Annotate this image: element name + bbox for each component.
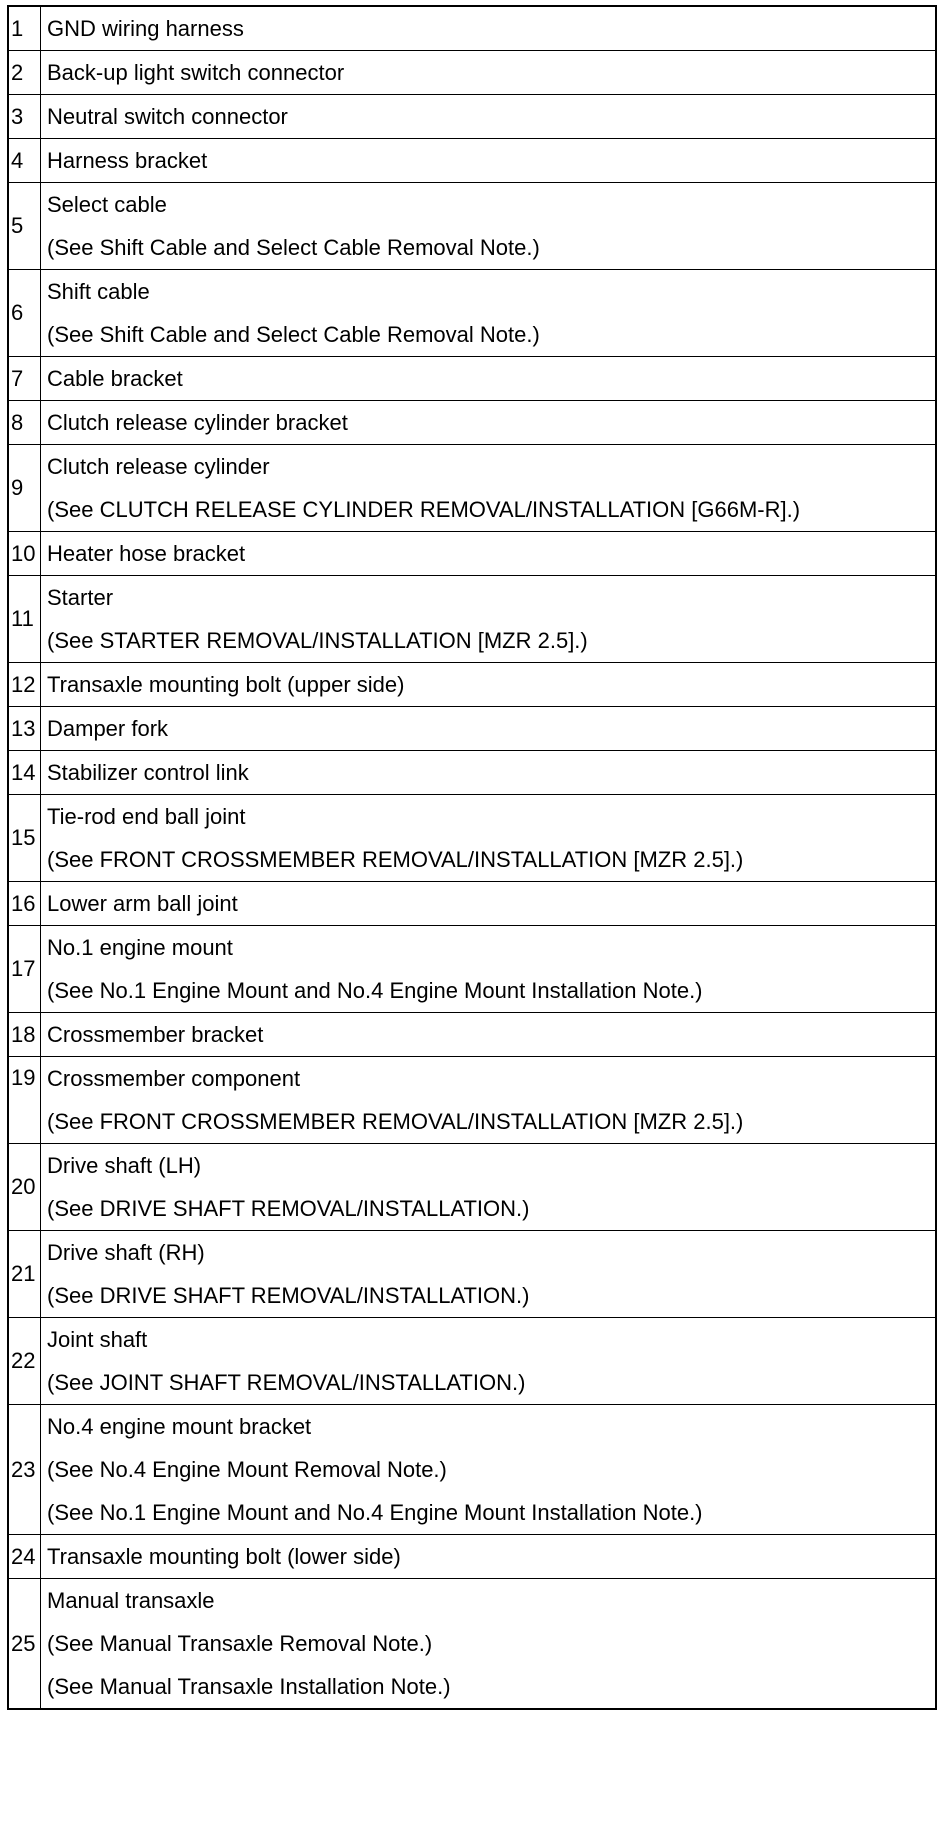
item-name: Clutch release cylinder: [47, 454, 270, 479]
item-number: 24: [8, 1535, 41, 1579]
item-reference-note: (See FRONT CROSSMEMBER REMOVAL/INSTALLATION [MZR 2.5].): [47, 1109, 744, 1134]
table-row: [8, 1579, 936, 1710]
item-number: 13: [8, 707, 41, 751]
item-number: 17: [8, 926, 41, 1013]
item-description: [41, 1318, 937, 1405]
item-name: GND wiring harness: [47, 16, 244, 41]
item-name: Transaxle mounting bolt (lower side): [47, 1544, 401, 1569]
item-name: Heater hose bracket: [47, 541, 246, 566]
item-reference-note: (See Shift Cable and Select Cable Removal Note.): [47, 322, 540, 347]
item-description: [41, 95, 937, 139]
item-number: 12: [8, 663, 41, 707]
item-name: No.4 engine mount bracket: [47, 1414, 312, 1439]
item-name: Harness bracket: [47, 148, 208, 173]
table-row: [8, 6, 936, 51]
table-row: [8, 445, 936, 532]
item-number: 10: [8, 532, 41, 576]
item-reference-note: (See No.1 Engine Mount and No.4 Engine Mount Installation Note.): [47, 978, 703, 1003]
item-number: 25: [8, 1579, 41, 1710]
table-row: [8, 926, 936, 1013]
table-row: [8, 1405, 936, 1535]
item-name: Clutch release cylinder bracket: [47, 410, 348, 435]
item-name: Drive shaft (LH): [47, 1153, 202, 1178]
item-name: Select cable: [47, 192, 167, 217]
item-name: No.1 engine mount: [47, 935, 233, 960]
item-description: [41, 6, 937, 51]
item-description: [41, 183, 937, 270]
item-description: [41, 663, 937, 707]
item-description: [41, 1231, 937, 1318]
item-description: [41, 576, 937, 663]
item-name: Cable bracket: [47, 366, 183, 391]
item-number: 14: [8, 751, 41, 795]
item-reference-note: (See Manual Transaxle Removal Note.): [47, 1631, 433, 1656]
item-name: Drive shaft (RH): [47, 1240, 205, 1265]
item-number: 22: [8, 1318, 41, 1405]
table-row: [8, 663, 936, 707]
table-row: [8, 751, 936, 795]
item-description: [41, 270, 937, 357]
item-number: 3: [8, 95, 41, 139]
table-row: [8, 1231, 936, 1318]
item-name: Neutral switch connector: [47, 104, 288, 129]
table-row: [8, 795, 936, 882]
item-description: [41, 51, 937, 95]
item-number: 9: [8, 445, 41, 532]
parts-table: [7, 5, 937, 1710]
table-row: [8, 357, 936, 401]
item-description: [41, 445, 937, 532]
item-number: 8: [8, 401, 41, 445]
item-number: 6: [8, 270, 41, 357]
item-reference-note: (See No.1 Engine Mount and No.4 Engine Mount Installation Note.): [47, 1500, 703, 1525]
table-row: [8, 882, 936, 926]
item-description: [41, 926, 937, 1013]
table-row: [8, 707, 936, 751]
parts-table-container: [7, 5, 937, 1837]
item-name: Stabilizer control link: [47, 760, 249, 785]
item-description: [41, 357, 937, 401]
item-name: Crossmember component: [47, 1066, 301, 1091]
item-number: 15: [8, 795, 41, 882]
item-number: 19: [8, 1057, 41, 1144]
item-number: 11: [8, 576, 41, 663]
item-description: [41, 532, 937, 576]
table-row: [8, 183, 936, 270]
item-description: [41, 139, 937, 183]
item-number: 1: [8, 6, 41, 51]
item-description: [41, 1144, 937, 1231]
item-description: [41, 1405, 937, 1535]
table-row: [8, 576, 936, 663]
table-row: [8, 95, 936, 139]
item-name: Shift cable: [47, 279, 150, 304]
item-description: [41, 1013, 937, 1057]
item-name: Starter: [47, 585, 114, 610]
table-row: [8, 532, 936, 576]
item-number: 18: [8, 1013, 41, 1057]
table-row: [8, 1144, 936, 1231]
item-name: Tie-rod end ball joint: [47, 804, 246, 829]
item-name: Back-up light switch connector: [47, 60, 345, 85]
item-number: 16: [8, 882, 41, 926]
item-number: 20: [8, 1144, 41, 1231]
item-description: [41, 1057, 937, 1144]
item-number: 2: [8, 51, 41, 95]
item-reference-note: (See DRIVE SHAFT REMOVAL/INSTALLATION.): [47, 1283, 530, 1308]
item-description: [41, 401, 937, 445]
item-name: Crossmember bracket: [47, 1022, 264, 1047]
item-reference-note: (See JOINT SHAFT REMOVAL/INSTALLATION.): [47, 1370, 526, 1395]
item-description: [41, 882, 937, 926]
item-reference-note: (See CLUTCH RELEASE CYLINDER REMOVAL/INSTALLATION [G66M-R].): [47, 497, 801, 522]
item-number: 5: [8, 183, 41, 270]
item-reference-note: (See Manual Transaxle Installation Note.): [47, 1674, 451, 1699]
item-name: Joint shaft: [47, 1327, 148, 1352]
item-name: Manual transaxle: [47, 1588, 215, 1613]
table-row: [8, 1535, 936, 1579]
table-row: [8, 401, 936, 445]
item-description: [41, 795, 937, 882]
table-row: [8, 1057, 936, 1144]
item-description: [41, 1535, 937, 1579]
item-reference-note: (See Shift Cable and Select Cable Removal Note.): [47, 235, 540, 260]
item-number: 4: [8, 139, 41, 183]
item-name: Lower arm ball joint: [47, 891, 238, 916]
item-name: Damper fork: [47, 716, 169, 741]
table-row: [8, 1013, 936, 1057]
table-row: [8, 1318, 936, 1405]
item-number: 7: [8, 357, 41, 401]
table-row: [8, 270, 936, 357]
item-description: [41, 751, 937, 795]
item-name: Transaxle mounting bolt (upper side): [47, 672, 405, 697]
parts-table-body: [8, 6, 936, 1709]
item-description: [41, 707, 937, 751]
table-row: [8, 139, 936, 183]
item-reference-note: (See FRONT CROSSMEMBER REMOVAL/INSTALLATION [MZR 2.5].): [47, 847, 744, 872]
table-row: [8, 51, 936, 95]
item-reference-note: (See DRIVE SHAFT REMOVAL/INSTALLATION.): [47, 1196, 530, 1221]
item-reference-note: (See No.4 Engine Mount Removal Note.): [47, 1457, 447, 1482]
item-number: 23: [8, 1405, 41, 1535]
item-number: 21: [8, 1231, 41, 1318]
item-description: [41, 1579, 937, 1710]
item-reference-note: (See STARTER REMOVAL/INSTALLATION [MZR 2.5].): [47, 628, 588, 653]
